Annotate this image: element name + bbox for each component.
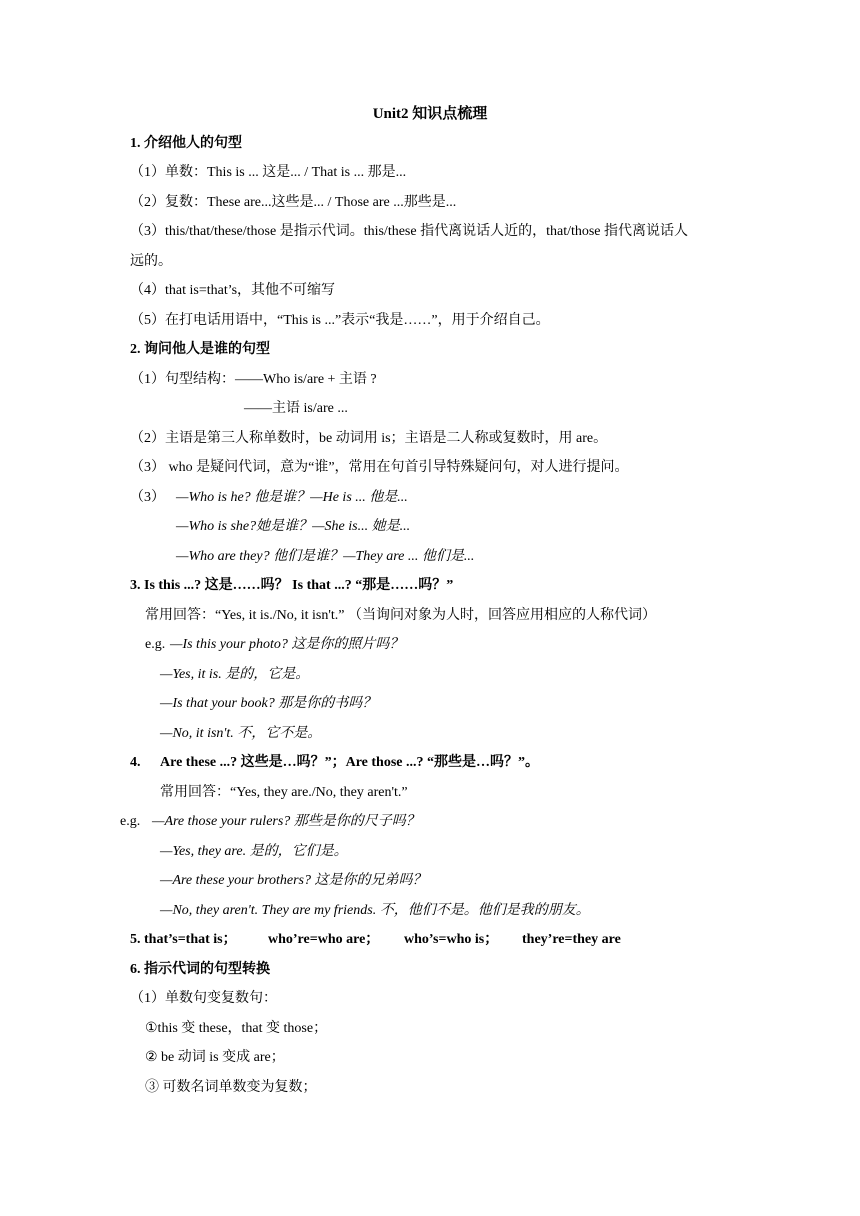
example-line: —Yes, they are. 是的，它们是。 xyxy=(160,844,348,859)
example-line: —Are these your brothers? 这是你的兄弟吗？ xyxy=(160,873,427,888)
example-line: —Who is she?她是谁？—She is... 她是... xyxy=(176,519,411,534)
section-4-heading: Are these ...? 这些是…吗？”；Are those ...? “那些是…吗？”。 xyxy=(160,755,540,770)
page-title: Unit2 知识点梳理 xyxy=(372,106,488,122)
section-5-item: 5. that’s=that is； xyxy=(130,932,237,947)
text-line: （5）在打电话用语中，“This is ...”表示“我是……”，用于介绍自己。 xyxy=(130,313,550,328)
text-line: （3）this/that/these/those 是指示代词。this/these 指代离说话人近的，that/those 指代离说话人 xyxy=(130,224,689,239)
text-line: （1）单数句变复数句： xyxy=(130,991,277,1006)
example-line: —No, it isn't. 不，它不是。 xyxy=(160,726,322,741)
text-line: ② be 动词 is 变成 are； xyxy=(145,1050,285,1065)
text-line: 常用回答：“Yes, it is./No, it isn't.” （当询问对象为人时，回答应用相应的人称代词） xyxy=(145,608,656,623)
text-line: （2）复数：These are...这些是... / Those are ...那些是... xyxy=(130,195,457,210)
section-5-item: they’re=they are xyxy=(522,932,621,947)
eg-label: e.g. xyxy=(145,637,166,652)
eg-label: e.g. xyxy=(120,814,141,829)
example-line: —Who is he? 他是谁？—He is ... 他是... xyxy=(176,490,408,505)
text-line: 远的。 xyxy=(130,254,172,269)
text-line: （1）单数：This is ... 这是... / That is ... 那是... xyxy=(130,165,407,180)
example-line: —Are those your rulers? 那些是你的尺子吗？ xyxy=(152,814,420,829)
example-line: —Who are they? 他们是谁？—They are ... 他们是... xyxy=(176,549,475,564)
section-4-number: 4. xyxy=(130,755,141,770)
text-line: ——主语 is/are ... xyxy=(244,401,348,416)
text-line: （3） who 是疑问代词，意为“谁”，常用在句首引导特殊疑问句，对人进行提问。 xyxy=(130,460,629,475)
text-line: ①this 变 these，that 变 those； xyxy=(145,1021,328,1036)
text-line: （1）句型结构：——Who is/are + 主语 ? xyxy=(130,372,377,387)
text-line: （3） xyxy=(130,490,165,505)
example-line: —Yes, it is. 是的，它是。 xyxy=(160,667,310,682)
text-line: （4）that is=that’s，其他不可缩写 xyxy=(130,283,336,298)
text-line: 常用回答：“Yes, they are./No, they aren't.” xyxy=(160,785,408,800)
section-6-heading: 6. 指示代词的句型转换 xyxy=(130,962,270,977)
text-line: （2）主语是第三人称单数时，be 动词用 is；主语是二人称或复数时，用 are。 xyxy=(130,431,608,446)
section-2-heading: 2. 询问他人是谁的句型 xyxy=(130,342,270,357)
section-5-item: who’s=who is； xyxy=(404,932,499,947)
section-1-heading: 1. 介绍他人的句型 xyxy=(130,136,242,151)
section-5-item: who’re=who are； xyxy=(268,932,380,947)
example-line: —Is that your book? 那是你的书吗？ xyxy=(160,696,377,711)
example-line: —No, they aren't. They are my friends. 不，他们不是。他们是我的朋友。 xyxy=(160,903,590,918)
section-3-heading: 3. Is this ...? 这是……吗？ Is that ...? “那是……吗？” xyxy=(130,578,454,593)
text-line: ③ 可数名词单数变为复数； xyxy=(145,1080,317,1095)
example-line: —Is this your photo? 这是你的照片吗？ xyxy=(170,637,404,652)
